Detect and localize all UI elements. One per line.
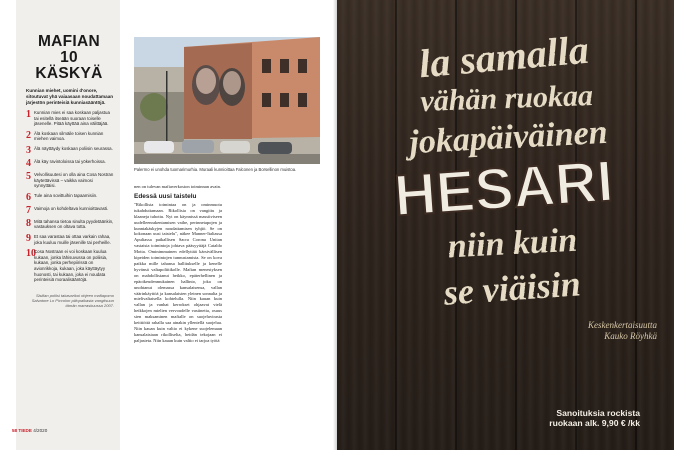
- rule-number: 10: [26, 248, 36, 260]
- rule-item: [26, 206, 114, 215]
- page-footer: [12, 428, 47, 433]
- issue-number: 4/2020: [33, 428, 48, 433]
- rule-item: [26, 159, 114, 168]
- rule-number: 3: [26, 144, 31, 156]
- rule-number: 9: [26, 232, 31, 244]
- column-body: "Rikollista toimintaa on ja ominmuotu tukahduttamaan. Rikollisia on vangittu ja klaaneja tuhottu. Nyt on käynnissä massiiviseen uudelleenrakentamisen vaihe, perinnetapojen ja kunniakäskyjen noudattamisen tyhjiö. Se on kokonaan uusi taistelu", näkee Manner-Italiassa Apuliassa paikallisen Sacra Corona Unitan vastaisia toimintoja johtava pääsyyttäjä Cataldo Motta. Ominimmainen edellyttää kärsivällisen kipeiden toimintojen tunnustamista. Se on kova paikka mille tahansa hallitukselle ja kenelle hyvänsä valtapoliitikolle. Mafian menestyksen on mahdollistanut heikko, epäterhellinen ja epäoikeudenmukainen hallinto, joka on unohtanut olemassa kansalaisensa, vallan väärinkäyttöä ja kansalaisten yleinen sonnalta ja mielivaltaisella kohtelulla. Niin kauan kuin vallan ja vanhat kerrokset ohjaavat vielä heikkojen mielien vervoudelle vastinetta, osuus sien maksaminen mafialle on suojeluvirasta keittiöttä rahalla saa ainakin yllentellä suojelua. Niin kauan kuin valtio ei kykene suojelemaan kansalaisiaan rikolliselta, heidän tekojaan ei paljasteta. Niin kauan kuin valtio ei tarjoa työtä: [134, 201, 222, 343]
- page-number: 58: [12, 428, 18, 433]
- rule-text: Vaimoja on kohdeltava kunnioittavasti.: [34, 205, 109, 211]
- rule-item: [26, 249, 114, 283]
- ad-promo-text: [440, 408, 640, 428]
- rule-item: [26, 234, 114, 245]
- column-intro: nen on tulevan mafiaverkoston toiminnan avain.: [134, 184, 221, 189]
- ad-subtitle-line-2: Kauko Röyhkä: [604, 331, 657, 341]
- magazine-name: TIEDE: [18, 428, 32, 433]
- title-line-2: 10 KÄSKYÄ: [35, 49, 103, 82]
- rule-text: Kunnian mies ei saa koskaan paljastua tai esitellä itseään suoraan toiselle jäsenelle. Pitää käyttää aina välittäjää.: [34, 110, 110, 127]
- rule-number: 8: [26, 217, 31, 229]
- ad-line-4: HESARI: [392, 148, 616, 229]
- rule-number: 4: [26, 157, 31, 169]
- script-lettering-art: [337, 0, 674, 450]
- ad-line-1: la samalla: [417, 26, 591, 87]
- sidebar-intro: Kunnian miehet, uomini d'onore, sitoutuvat yhä vaiaasaan noudattamaan järjestön perinteisiä kunniasääntöjä.: [26, 88, 114, 105]
- title-line-1: MAFIAN: [37, 33, 101, 50]
- mural-building-illustration: [134, 37, 320, 164]
- rule-text: Cosa Nostraan ei voi koskaan kuulua kukaan, jonka lähisuvussa on poliisia, kukaan, jonka perhepiirissä on avionrikkoja, kukaan, joka käyttäytyy huonosti, tai kukaan, joka ei noudata perinteisiä moraalisääntöjä.: [34, 249, 108, 283]
- rule-text: Tule aina sovittuihin tapaamisiin.: [34, 192, 98, 198]
- ad-subtitle: [517, 320, 657, 342]
- rule-item: [26, 172, 114, 189]
- rule-number: 6: [26, 191, 31, 203]
- rule-text: Et saa varastaa tai ottaa varkain rahaa, joka kuuluu muille jäsenille tai perheille.: [34, 233, 111, 245]
- rule-number: 1: [26, 109, 31, 120]
- ad-line-2: vähän ruokaa: [419, 79, 594, 119]
- ad-line-6: se viäisin: [442, 263, 582, 313]
- hs-advert-page: [337, 0, 674, 450]
- rule-item: [26, 131, 114, 142]
- section-heading: Edessä uusi taistelu: [134, 192, 197, 200]
- sidebar-box: [16, 0, 120, 450]
- rule-number: 5: [26, 170, 31, 182]
- rule-text: Älä käy ravintoloissa tai yökerhoissa.: [34, 158, 106, 164]
- rule-item: [26, 193, 114, 202]
- article-column-1: [134, 184, 222, 344]
- rule-text: Mitä tahansa tietoa sinulta pyydetäänkin, vastauksen on oltava totta.: [34, 218, 114, 230]
- rule-item: [26, 110, 114, 127]
- promo-line-2: ruokaan alk. 9,90 € /kk: [549, 418, 640, 428]
- rule-number: 7: [26, 204, 31, 216]
- rule-item: [26, 219, 114, 230]
- rule-text: Velvollisuutesi on olla aina Cosa Nostran käytettävissä – vaikka vaimosi synnyttäisi.: [34, 171, 114, 189]
- rule-text: Älä näyttäydy koskaan poliisin seurassa.: [34, 145, 113, 151]
- photo-caption: Palermo ei unohda tuomarimurhia. Muraali kunnioittaa Falconen ja Borsellinon muistoa.: [134, 167, 297, 172]
- sidebar-title: [26, 34, 112, 82]
- rule-item: [26, 146, 114, 155]
- ad-subtitle-line-1: Keskenkertaisuutta: [588, 320, 657, 330]
- sidebar-caption: Sisilian poliisi takavarikoi ohjeen mafiapomo Salvatore Lo Piccolon piilopaikasta vangitsuun tämän marraskuussa 2007.: [31, 292, 114, 309]
- rule-number: 2: [26, 129, 31, 141]
- promo-line-1: Sanoituksia rockista: [556, 408, 640, 418]
- rule-text: Älä koskaan silmäile toisen kunnian miehen vaimoa.: [34, 130, 104, 142]
- ad-line-5: niin kuin: [446, 221, 579, 266]
- ad-line-3: jokapäiväinen: [408, 113, 609, 162]
- street-photo: [134, 37, 320, 164]
- rules-list: [26, 110, 114, 283]
